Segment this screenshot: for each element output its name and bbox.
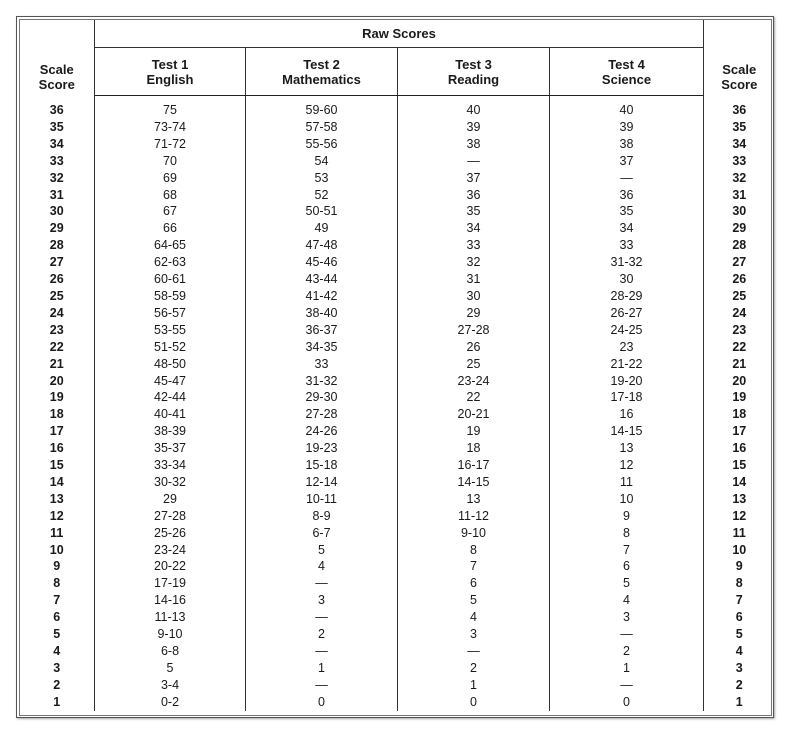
reading-raw-cell: 36 xyxy=(398,187,550,204)
table-row xyxy=(20,119,775,136)
test-1-number: Test 1 xyxy=(151,56,189,72)
table-row xyxy=(20,136,775,153)
math-raw-cell: 5 xyxy=(246,542,398,559)
english-raw-cell: 35-37 xyxy=(95,440,246,457)
table-row xyxy=(20,508,775,525)
scale-score-left-cell: 9 xyxy=(20,558,95,575)
science-raw-cell: 36 xyxy=(550,187,704,204)
table-row xyxy=(20,440,775,457)
math-raw-cell: 47-48 xyxy=(246,237,398,254)
english-raw-cell: 67 xyxy=(95,203,246,220)
math-raw-cell: 34-35 xyxy=(246,339,398,356)
raw-scores-title: Raw Scores xyxy=(95,20,704,48)
english-raw-cell: 60-61 xyxy=(95,271,246,288)
english-raw-cell: 70 xyxy=(95,153,246,170)
conversion-table-inner-border xyxy=(19,19,772,716)
scale-score-right-cell: 31 xyxy=(704,187,775,204)
reading-raw-cell: 14-15 xyxy=(398,474,550,491)
scale-score-left-cell: 18 xyxy=(20,406,95,423)
science-raw-cell: 40 xyxy=(550,102,704,119)
scale-score-left-cell: 30 xyxy=(20,203,95,220)
scale-score-left-cell: 1 xyxy=(20,694,95,711)
science-raw-cell: 31-32 xyxy=(550,254,704,271)
english-raw-cell: 5 xyxy=(95,660,246,677)
science-raw-cell: 16 xyxy=(550,406,704,423)
english-raw-cell: 56-57 xyxy=(95,305,246,322)
scale-score-right-cell: 36 xyxy=(704,102,775,119)
science-raw-cell: 8 xyxy=(550,525,704,542)
reading-raw-cell: 19 xyxy=(398,423,550,440)
science-raw-cell: 13 xyxy=(550,440,704,457)
scale-score-left-cell: 14 xyxy=(20,474,95,491)
science-raw-cell: 6 xyxy=(550,558,704,575)
test-2-subject: Mathematics xyxy=(282,71,361,87)
scale-score-left-cell: 35 xyxy=(20,119,95,136)
english-raw-cell: 6-8 xyxy=(95,643,246,660)
english-raw-cell: 64-65 xyxy=(95,237,246,254)
scale-score-right-cell: 2 xyxy=(704,677,775,694)
table-row xyxy=(20,373,775,390)
scale-score-left-cell: 36 xyxy=(20,102,95,119)
scale-score-right-cell: 12 xyxy=(704,508,775,525)
math-raw-cell: — xyxy=(246,643,398,660)
english-raw-cell: 51-52 xyxy=(95,339,246,356)
science-raw-cell: 38 xyxy=(550,136,704,153)
math-raw-cell: 55-56 xyxy=(246,136,398,153)
scale-score-right-cell: 10 xyxy=(704,542,775,559)
reading-raw-cell: 5 xyxy=(398,592,550,609)
math-raw-cell: 8-9 xyxy=(246,508,398,525)
math-raw-cell: 43-44 xyxy=(246,271,398,288)
table-row xyxy=(20,677,775,694)
english-raw-cell: 3-4 xyxy=(95,677,246,694)
english-raw-cell: 9-10 xyxy=(95,626,246,643)
reading-raw-cell: 13 xyxy=(398,491,550,508)
scale-score-right-cell: 15 xyxy=(704,457,775,474)
scale-score-left-cell: 24 xyxy=(20,305,95,322)
table-row xyxy=(20,322,775,339)
english-raw-cell: 17-19 xyxy=(95,575,246,592)
english-raw-cell: 27-28 xyxy=(95,508,246,525)
english-raw-cell: 20-22 xyxy=(95,558,246,575)
english-raw-cell: 62-63 xyxy=(95,254,246,271)
math-raw-cell: 12-14 xyxy=(246,474,398,491)
scale-score-right-cell: 9 xyxy=(704,558,775,575)
reading-raw-cell: 20-21 xyxy=(398,406,550,423)
reading-raw-cell: 27-28 xyxy=(398,322,550,339)
table-row xyxy=(20,220,775,237)
science-raw-cell: 21-22 xyxy=(550,356,704,373)
scale-score-right-cell: 18 xyxy=(704,406,775,423)
math-raw-cell: — xyxy=(246,609,398,626)
english-raw-cell: 33-34 xyxy=(95,457,246,474)
science-raw-cell: — xyxy=(550,626,704,643)
science-raw-cell: 26-27 xyxy=(550,305,704,322)
reading-raw-cell: 33 xyxy=(398,237,550,254)
scale-score-right-cell: 1 xyxy=(704,694,775,711)
science-raw-cell: 9 xyxy=(550,508,704,525)
english-raw-cell: 73-74 xyxy=(95,119,246,136)
scale-score-left-cell: 16 xyxy=(20,440,95,457)
test-4-subject: Science xyxy=(601,71,652,87)
scale-score-left-cell: 7 xyxy=(20,592,95,609)
scale-score-right-cell: 6 xyxy=(704,609,775,626)
test-1-subject: English xyxy=(146,71,194,87)
english-raw-cell: 25-26 xyxy=(95,525,246,542)
table-row xyxy=(20,423,775,440)
table-row xyxy=(20,525,775,542)
reading-raw-cell: 35 xyxy=(398,203,550,220)
test-3-subject: Reading xyxy=(447,71,500,87)
scale-score-right-cell: 20 xyxy=(704,373,775,390)
math-raw-cell: 50-51 xyxy=(246,203,398,220)
scale-score-right-cell: 27 xyxy=(704,254,775,271)
table-row xyxy=(20,271,775,288)
scale-header-left-line2: Score xyxy=(38,76,75,92)
scale-score-left-cell: 21 xyxy=(20,356,95,373)
table-row xyxy=(20,558,775,575)
science-raw-cell: 39 xyxy=(550,119,704,136)
science-raw-cell: 0 xyxy=(550,694,704,711)
reading-raw-cell: 30 xyxy=(398,288,550,305)
scale-score-right-cell: 32 xyxy=(704,170,775,187)
math-raw-cell: 3 xyxy=(246,592,398,609)
scale-score-right-cell: 5 xyxy=(704,626,775,643)
test-3-header xyxy=(398,48,550,96)
scale-score-left-cell: 6 xyxy=(20,609,95,626)
table-row xyxy=(20,542,775,559)
math-raw-cell: 6-7 xyxy=(246,525,398,542)
scale-score-right-cell: 30 xyxy=(704,203,775,220)
scale-score-left-cell: 31 xyxy=(20,187,95,204)
science-raw-cell: 11 xyxy=(550,474,704,491)
english-raw-cell: 38-39 xyxy=(95,423,246,440)
table-row xyxy=(20,305,775,322)
scale-score-right-cell: 33 xyxy=(704,153,775,170)
science-raw-cell: 7 xyxy=(550,542,704,559)
math-raw-cell: 1 xyxy=(246,660,398,677)
scale-score-left-cell: 23 xyxy=(20,322,95,339)
table-row xyxy=(20,187,775,204)
english-raw-cell: 0-2 xyxy=(95,694,246,711)
reading-raw-cell: 31 xyxy=(398,271,550,288)
reading-raw-cell: 25 xyxy=(398,356,550,373)
scale-score-left-cell: 3 xyxy=(20,660,95,677)
scale-header-right-line1: Scale xyxy=(722,61,757,77)
reading-raw-cell: 34 xyxy=(398,220,550,237)
reading-raw-cell: 9-10 xyxy=(398,525,550,542)
scale-score-right-cell: 25 xyxy=(704,288,775,305)
science-raw-cell: 2 xyxy=(550,643,704,660)
reading-raw-cell: 11-12 xyxy=(398,508,550,525)
science-raw-cell: 4 xyxy=(550,592,704,609)
score-conversion-table xyxy=(20,20,775,711)
table-row xyxy=(20,491,775,508)
conversion-table-frame xyxy=(16,16,774,718)
science-raw-cell: 23 xyxy=(550,339,704,356)
scale-score-left-cell: 4 xyxy=(20,643,95,660)
table-row xyxy=(20,254,775,271)
test-2-number: Test 2 xyxy=(303,56,340,72)
scale-score-right-cell: 13 xyxy=(704,491,775,508)
science-raw-cell: 17-18 xyxy=(550,389,704,406)
scale-score-left-cell: 10 xyxy=(20,542,95,559)
reading-raw-cell: 40 xyxy=(398,102,550,119)
reading-raw-cell: 7 xyxy=(398,558,550,575)
scale-score-right-cell: 14 xyxy=(704,474,775,491)
table-row xyxy=(20,575,775,592)
table-row xyxy=(20,356,775,373)
test-3-number: Test 3 xyxy=(455,56,492,72)
math-raw-cell: 0 xyxy=(246,694,398,711)
scale-score-right-cell: 19 xyxy=(704,389,775,406)
english-raw-cell: 48-50 xyxy=(95,356,246,373)
table-row xyxy=(20,153,775,170)
table-row xyxy=(20,389,775,406)
science-raw-cell: 24-25 xyxy=(550,322,704,339)
science-raw-cell: 5 xyxy=(550,575,704,592)
math-raw-cell: 33 xyxy=(246,356,398,373)
scale-score-left-cell: 34 xyxy=(20,136,95,153)
english-raw-cell: 66 xyxy=(95,220,246,237)
scale-score-left-cell: 27 xyxy=(20,254,95,271)
scale-score-right-cell: 17 xyxy=(704,423,775,440)
scale-score-right-cell: 16 xyxy=(704,440,775,457)
scale-score-left-cell: 12 xyxy=(20,508,95,525)
math-raw-cell: 36-37 xyxy=(246,322,398,339)
english-raw-cell: 58-59 xyxy=(95,288,246,305)
math-raw-cell: 38-40 xyxy=(246,305,398,322)
english-raw-cell: 53-55 xyxy=(95,322,246,339)
scale-score-left-cell: 33 xyxy=(20,153,95,170)
table-row xyxy=(20,609,775,626)
english-raw-cell: 69 xyxy=(95,170,246,187)
science-raw-cell: 28-29 xyxy=(550,288,704,305)
math-raw-cell: 59-60 xyxy=(246,102,398,119)
scale-score-left-cell: 13 xyxy=(20,491,95,508)
math-raw-cell: 57-58 xyxy=(246,119,398,136)
science-raw-cell: 12 xyxy=(550,457,704,474)
science-raw-cell: 3 xyxy=(550,609,704,626)
table-row xyxy=(20,288,775,305)
scale-header-left-line1: Scale xyxy=(39,61,74,77)
math-raw-cell: 15-18 xyxy=(246,457,398,474)
scale-score-right-cell: 21 xyxy=(704,356,775,373)
science-raw-cell: 10 xyxy=(550,491,704,508)
scale-score-left-cell: 20 xyxy=(20,373,95,390)
reading-raw-cell: 4 xyxy=(398,609,550,626)
english-raw-cell: 23-24 xyxy=(95,542,246,559)
test-4-number: Test 4 xyxy=(608,56,645,72)
reading-raw-cell: 6 xyxy=(398,575,550,592)
table-row xyxy=(20,237,775,254)
scale-score-right-cell: 7 xyxy=(704,592,775,609)
science-raw-cell: 30 xyxy=(550,271,704,288)
reading-raw-cell: 1 xyxy=(398,677,550,694)
science-raw-cell: 35 xyxy=(550,203,704,220)
english-raw-cell: 30-32 xyxy=(95,474,246,491)
science-raw-cell: 1 xyxy=(550,660,704,677)
scale-score-right-cell: 28 xyxy=(704,237,775,254)
scale-header-right-line2: Score xyxy=(721,76,758,92)
table-row xyxy=(20,457,775,474)
scale-score-header-left xyxy=(20,20,95,96)
english-raw-cell: 42-44 xyxy=(95,389,246,406)
math-raw-cell: — xyxy=(246,677,398,694)
scale-score-right-cell: 8 xyxy=(704,575,775,592)
scale-score-left-cell: 5 xyxy=(20,626,95,643)
scale-score-right-cell: 23 xyxy=(704,322,775,339)
table-row xyxy=(20,406,775,423)
english-raw-cell: 14-16 xyxy=(95,592,246,609)
scale-score-right-cell: 11 xyxy=(704,525,775,542)
scale-score-left-cell: 11 xyxy=(20,525,95,542)
table-row xyxy=(20,203,775,220)
reading-raw-cell: 29 xyxy=(398,305,550,322)
science-raw-cell: — xyxy=(550,170,704,187)
science-raw-cell: 37 xyxy=(550,153,704,170)
english-raw-cell: 11-13 xyxy=(95,609,246,626)
english-raw-cell: 75 xyxy=(95,102,246,119)
english-raw-cell: 40-41 xyxy=(95,406,246,423)
reading-raw-cell: 8 xyxy=(398,542,550,559)
scale-score-left-cell: 22 xyxy=(20,339,95,356)
table-row xyxy=(20,170,775,187)
science-raw-cell: 33 xyxy=(550,237,704,254)
math-raw-cell: 10-11 xyxy=(246,491,398,508)
english-raw-cell: 29 xyxy=(95,491,246,508)
math-raw-cell: 45-46 xyxy=(246,254,398,271)
table-row xyxy=(20,102,775,119)
math-raw-cell: 27-28 xyxy=(246,406,398,423)
reading-raw-cell: 18 xyxy=(398,440,550,457)
science-raw-cell: 14-15 xyxy=(550,423,704,440)
reading-raw-cell: 26 xyxy=(398,339,550,356)
table-row xyxy=(20,694,775,711)
scale-score-left-cell: 32 xyxy=(20,170,95,187)
scale-score-left-cell: 15 xyxy=(20,457,95,474)
scale-score-left-cell: 17 xyxy=(20,423,95,440)
math-raw-cell: 24-26 xyxy=(246,423,398,440)
math-raw-cell: 52 xyxy=(246,187,398,204)
test-2-header xyxy=(246,48,398,96)
scale-score-right-cell: 26 xyxy=(704,271,775,288)
scale-score-left-cell: 26 xyxy=(20,271,95,288)
english-raw-cell: 71-72 xyxy=(95,136,246,153)
math-raw-cell: 4 xyxy=(246,558,398,575)
science-raw-cell: 19-20 xyxy=(550,373,704,390)
math-raw-cell: 29-30 xyxy=(246,389,398,406)
table-row xyxy=(20,660,775,677)
reading-raw-cell: — xyxy=(398,643,550,660)
math-raw-cell: 41-42 xyxy=(246,288,398,305)
math-raw-cell: 2 xyxy=(246,626,398,643)
reading-raw-cell: 0 xyxy=(398,694,550,711)
english-raw-cell: 68 xyxy=(95,187,246,204)
math-raw-cell: 54 xyxy=(246,153,398,170)
english-raw-cell: 45-47 xyxy=(95,373,246,390)
scale-score-right-cell: 29 xyxy=(704,220,775,237)
table-row xyxy=(20,474,775,491)
math-raw-cell: — xyxy=(246,575,398,592)
test-1-header xyxy=(95,48,246,96)
reading-raw-cell: — xyxy=(398,153,550,170)
scale-score-right-cell: 4 xyxy=(704,643,775,660)
scale-score-right-cell: 34 xyxy=(704,136,775,153)
scale-score-left-cell: 19 xyxy=(20,389,95,406)
table-row xyxy=(20,339,775,356)
scale-score-header-right xyxy=(704,20,775,96)
science-raw-cell: — xyxy=(550,677,704,694)
math-raw-cell: 53 xyxy=(246,170,398,187)
reading-raw-cell: 23-24 xyxy=(398,373,550,390)
reading-raw-cell: 37 xyxy=(398,170,550,187)
reading-raw-cell: 3 xyxy=(398,626,550,643)
scale-score-left-cell: 25 xyxy=(20,288,95,305)
scale-score-left-cell: 2 xyxy=(20,677,95,694)
scale-score-left-cell: 8 xyxy=(20,575,95,592)
scale-score-left-cell: 29 xyxy=(20,220,95,237)
math-raw-cell: 49 xyxy=(246,220,398,237)
scale-score-left-cell: 28 xyxy=(20,237,95,254)
table-row xyxy=(20,626,775,643)
scale-score-right-cell: 24 xyxy=(704,305,775,322)
science-raw-cell: 34 xyxy=(550,220,704,237)
reading-raw-cell: 16-17 xyxy=(398,457,550,474)
reading-raw-cell: 39 xyxy=(398,119,550,136)
math-raw-cell: 19-23 xyxy=(246,440,398,457)
scale-score-right-cell: 3 xyxy=(704,660,775,677)
reading-raw-cell: 38 xyxy=(398,136,550,153)
table-row xyxy=(20,643,775,660)
math-raw-cell: 31-32 xyxy=(246,373,398,390)
reading-raw-cell: 22 xyxy=(398,389,550,406)
table-row xyxy=(20,592,775,609)
scale-score-right-cell: 35 xyxy=(704,119,775,136)
test-4-header xyxy=(550,48,704,96)
scale-score-right-cell: 22 xyxy=(704,339,775,356)
reading-raw-cell: 2 xyxy=(398,660,550,677)
reading-raw-cell: 32 xyxy=(398,254,550,271)
score-rows xyxy=(20,96,775,711)
